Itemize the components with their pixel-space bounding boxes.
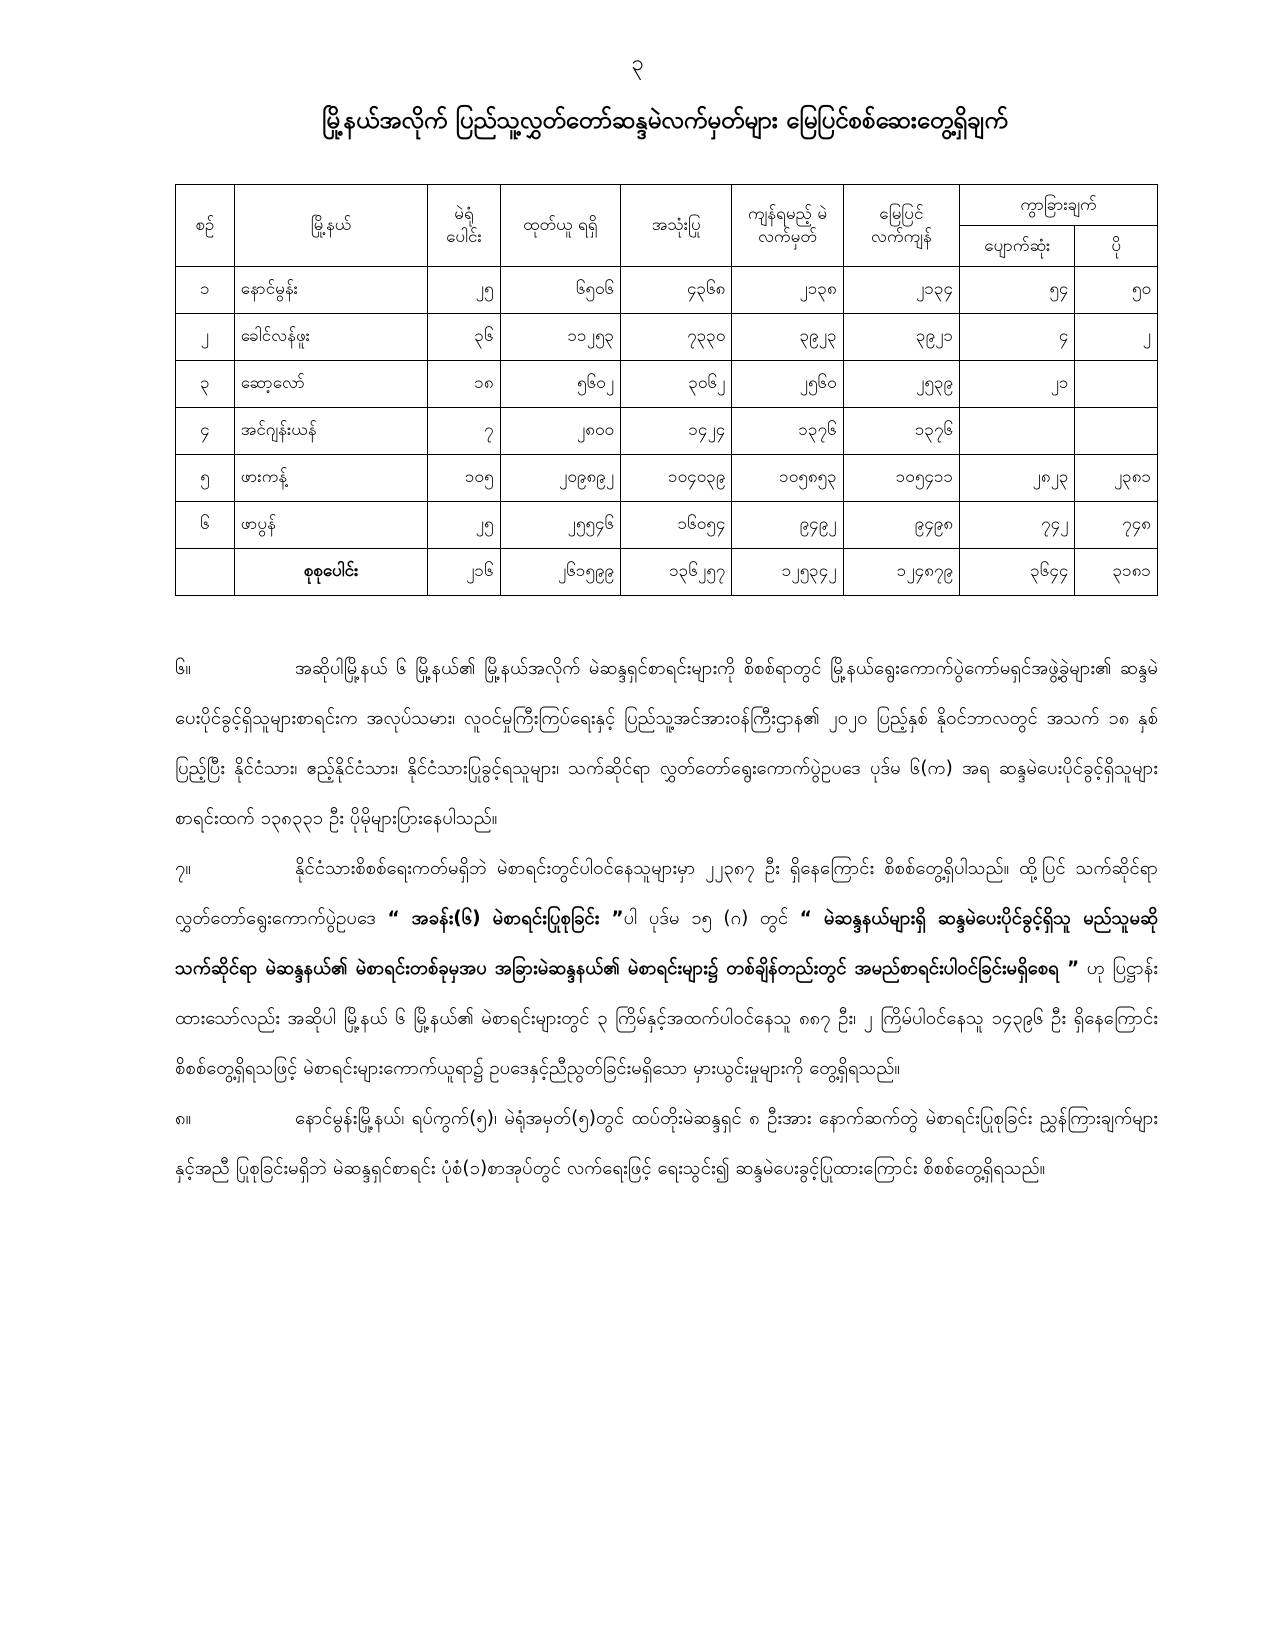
cell-used: ၁၄၂၄ [621, 408, 732, 455]
paragraph-text: အဆိုပါမြို့နယ် ၆ မြို့နယ်၏ မြို့နယ်အလိုက် မဲဆန္ဒရှင်စာရင်းများကို စိစစ်ရာတွင် မြို့နယ်ရွေးကောက်ပွဲကော်မရှင်အဖွဲ့ခွဲများ၏ ဆန္ဒမဲပေးပိုင်ခွင့်ရှိသူများစာရင်းက အလုပ်သမား၊ လူဝင်မှုကြီးကြပ်ရေးနှင့် ပြည်သူ့အင်အားဝန်ကြီးဌာန၏ ၂၀၂၀ ပြည့်နှစ် နိုဝင်ဘာလတွင် အသက် ၁၈ နှစ်ပြည့်ပြီး နိုင်ငံသား၊ ဧည့်နိုင်ငံသား၊ နိုင်ငံသားပြုခွင့်ရသူများ၊ သက်ဆိုင်ရာ လွှတ်တော်ရွေးကောက်ပွဲဥပဒေ ပုဒ်မ ၆(က) အရ ဆန္ဒမဲပေးပိုင်ခွင့်ရှိသူများစာရင်းထက် ၁၃၈၃၃၁ ဦး ပိုမိုများပြားနေပါသည်။ [175, 658, 1158, 829]
total-missing: ၃၆၄၄ [960, 549, 1075, 596]
cell-missing: ၇၄၂ [960, 502, 1075, 549]
cell-withdrawn: ၂၀၉၈၉၂ [500, 455, 621, 502]
cell-withdrawn: ၆၅၀၆ [500, 267, 621, 314]
table-row [176, 408, 1158, 455]
cell-should-remain: ၁၀၅၈၅၃ [732, 455, 843, 502]
table-row [176, 267, 1158, 314]
cell-excess [1075, 408, 1158, 455]
cell-township: ဆော့လော် [234, 361, 428, 408]
header-no: စဉ် [176, 185, 235, 267]
cell-missing [960, 408, 1075, 455]
total-should-remain: ၁၂၅၃၄၂ [732, 549, 843, 596]
bold-quote: “ မဲဆန္ဒနယ်များရှိ ဆန္ဒမဲပေးပိုင်ခွင့်ရှိသူ မည်သူမဆို သက်ဆိုင်ရာ မဲဆန္ဒနယ်၏ မဲစာရင်းတစ်ခုမှအပ အခြားမဲဆန္ဒနယ်၏ မဲစာရင်းများ၌ တစ်ချိန်တည်းတွင် အမည်စာရင်းပါဝင်ခြင်းမရှိစေရ ” [175, 908, 1158, 979]
cell-stations: ၃၆ [428, 314, 500, 361]
paragraph-text: နိုင်ငံသားစိစစ်ရေးကတ်မရှိဘဲ မဲစာရင်းတွင်ပါဝင်နေသူများမှာ ၂၂၃၈၇ ဦး ရှိနေကြောင်း စိစစ်တွေ့ရှိပါသည်။ ထို့ပြင် သက်ဆိုင်ရာ လွှတ်တော်ရွေးကောက်ပွဲဥပဒေ [175, 858, 1158, 929]
cell-actual-remain: ၁၃၇၆ [843, 408, 959, 455]
page-number: ၃ [631, 51, 644, 76]
cell-no: ၆ [176, 502, 235, 549]
total-row [176, 549, 1158, 596]
cell-missing: ၂၁ [960, 361, 1075, 408]
cell-township: နောင်မွန်း [234, 267, 428, 314]
cell-actual-remain: ၉၄၉၈ [843, 502, 959, 549]
cell-withdrawn: ၅၆၀၂ [500, 361, 621, 408]
cell-excess: ၂ [1075, 314, 1158, 361]
paragraph-6 [175, 644, 1158, 844]
paragraph-text: ပါ ပုဒ်မ ၁၅ (ဂ) တွင် [623, 908, 789, 929]
cell-should-remain: ၉၄၉၂ [732, 502, 843, 549]
paragraph-7 [175, 844, 1158, 1094]
header-should-remain: ကျန်ရမည့် မဲလက်မှတ် [732, 185, 843, 267]
header-stations: မဲရုံ ပေါင်း [428, 185, 500, 267]
cell-used: ၄၃၆၈ [621, 267, 732, 314]
total-used: ၁၃၆၂၅၇ [621, 549, 732, 596]
document-title: မြို့နယ်အလိုက် ပြည်သူ့လွှတ်တော်ဆန္ဒမဲလက်မှတ်များ မြေပြင်စစ်ဆေးတွေ့ရှိချက် [322, 106, 1008, 134]
cell-should-remain: ၂၅၆၀ [732, 361, 843, 408]
cell-township: ခေါင်လန်ဖူး [234, 314, 428, 361]
total-excess: ၃၁၈၁ [1075, 549, 1158, 596]
header-difference: ကွာခြားချက် [960, 185, 1158, 226]
cell-stations: ၂၅ [428, 267, 500, 314]
paragraph-text: ဟု ပြဋ္ဌာန်းထားသော်လည်း အဆိုပါ မြို့နယ် ၆ မြို့နယ်၏ မဲစာရင်းများတွင် ၃ ကြိမ်နှင့်အထက်ပါဝင်နေသူ ၈၈၇ ဦး၊ ၂ ကြိမ်ပါဝင်နေသူ ၁၄၃၉၆ ဦး ရှိနေကြောင်း စိစစ်တွေ့ရှိရသဖြင့် မဲစာရင်းများကောက်ယူရာ၌ ဥပဒေနှင့်ညီညွတ်ခြင်းမရှိသော မှားယွင်းမှုများကို တွေ့ရှိရသည်။ [175, 958, 1158, 1079]
total-withdrawn: ၂၆၁၅၉၉ [500, 549, 621, 596]
paragraph-number: ၆။ [175, 658, 192, 679]
cell-actual-remain: ၁၀၅၄၁၁ [843, 455, 959, 502]
total-stations: ၂၁၆ [428, 549, 500, 596]
cell-no: ၄ [176, 408, 235, 455]
body-text [175, 644, 1158, 1194]
paragraph-number: ၇။ [175, 858, 192, 879]
cell-used: ၁၀၄၀၃၉ [621, 455, 732, 502]
bold-quote: “ အခန်း(၆) မဲစာရင်းပြုစုခြင်း ” [387, 908, 624, 929]
table-row [176, 361, 1158, 408]
cell-missing: ၅၄ [960, 267, 1075, 314]
cell-township: ဖာပွန် [234, 502, 428, 549]
total-label: စုစုပေါင်း [234, 549, 428, 596]
cell-township: ဖားကန့် [234, 455, 428, 502]
cell-missing: ၄ [960, 314, 1075, 361]
cell-stations: ၁၀၅ [428, 455, 500, 502]
cell-used: ၃၀၆၂ [621, 361, 732, 408]
cell-stations: ၇ [428, 408, 500, 455]
cell-withdrawn: ၂၈၀၀ [500, 408, 621, 455]
ballot-inspection-table [175, 184, 1158, 596]
cell-blank [176, 549, 235, 596]
table-row [176, 314, 1158, 361]
header-excess: ပို [1075, 226, 1158, 267]
paragraph-text: နောင်မွန်းမြို့နယ်၊ ရပ်ကွက်(၅)၊ မဲရုံအမှတ်(၅)တွင် ထပ်တိုးမဲဆန္ဒရှင် ၈ ဦးအား နောက်ဆက်တွဲ မဲစာရင်းပြုစုခြင်း ညွှန်ကြားချက်များနှင့်အညီ ပြုစုခြင်းမရှိဘဲ မဲဆန္ဒရှင်စာရင်း ပုံစံ(၁)စာအုပ်တွင် လက်ရေးဖြင့် ရေးသွင်း၍ ဆန္ဒမဲပေးခွင့်ပြုထားကြောင်း စိစစ်တွေ့ရှိရသည်။ [175, 1108, 1158, 1179]
cell-withdrawn: ၂၅၅၄၆ [500, 502, 621, 549]
header-used: အသုံးပြု [621, 185, 732, 267]
cell-no: ၁ [176, 267, 235, 314]
cell-should-remain: ၃၉၂၃ [732, 314, 843, 361]
cell-stations: ၁၈ [428, 361, 500, 408]
paragraph-number: ၈။ [175, 1108, 192, 1129]
cell-no: ၂ [176, 314, 235, 361]
header-missing: ပျောက်ဆုံး [960, 226, 1075, 267]
cell-excess: ၇၄၈ [1075, 502, 1158, 549]
cell-should-remain: ၁၃၇၆ [732, 408, 843, 455]
header-withdrawn: ထုတ်ယူ ရရှိ [500, 185, 621, 267]
cell-withdrawn: ၁၁၂၅၃ [500, 314, 621, 361]
cell-should-remain: ၂၁၃၈ [732, 267, 843, 314]
cell-used: ၇၃၃၀ [621, 314, 732, 361]
total-actual-remain: ၁၂၄၈၇၉ [843, 549, 959, 596]
cell-excess [1075, 361, 1158, 408]
table-row [176, 502, 1158, 549]
header-actual-remain: မြေပြင် လက်ကျန် [843, 185, 959, 267]
cell-excess: ၅၀ [1075, 267, 1158, 314]
cell-missing: ၂၈၂၃ [960, 455, 1075, 502]
cell-no: ၃ [176, 361, 235, 408]
cell-actual-remain: ၃၉၂၁ [843, 314, 959, 361]
paragraph-8 [175, 1094, 1158, 1194]
cell-actual-remain: ၂၅၃၉ [843, 361, 959, 408]
table-row [176, 455, 1158, 502]
cell-township: အင်ဂျန်းယန် [234, 408, 428, 455]
cell-no: ၅ [176, 455, 235, 502]
header-township: မြို့နယ် [234, 185, 428, 267]
cell-actual-remain: ၂၁၃၄ [843, 267, 959, 314]
cell-stations: ၂၅ [428, 502, 500, 549]
cell-used: ၁၆၀၅၄ [621, 502, 732, 549]
cell-excess: ၂၃၈၁ [1075, 455, 1158, 502]
